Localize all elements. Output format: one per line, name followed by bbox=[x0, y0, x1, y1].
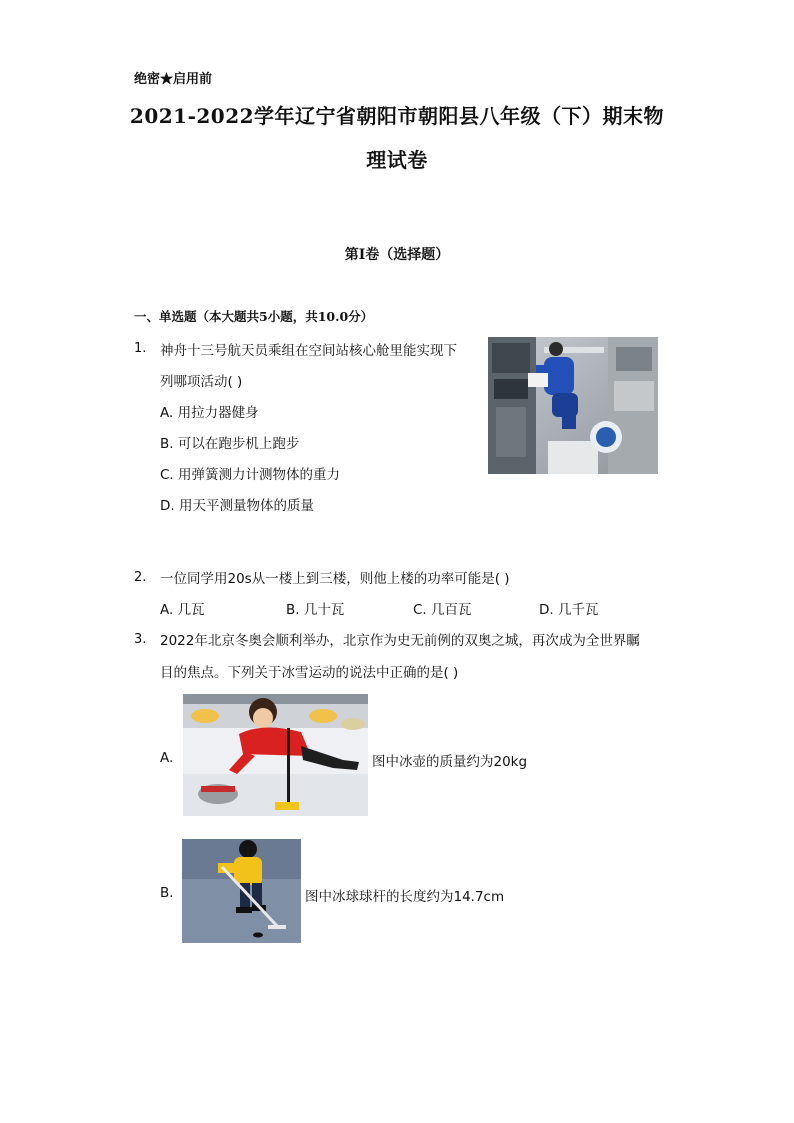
question-3-option-b-label: B. bbox=[160, 885, 174, 901]
question-3-option-b-text: 图中冰球球杆的长度约为14.7cm bbox=[305, 889, 505, 905]
section-heading: 一、单选题（本大题共5小题，共10.0分） bbox=[134, 309, 374, 324]
question-2-option-c: C. 几百瓦 bbox=[413, 602, 472, 618]
question-3-option-a-label: A. bbox=[160, 750, 174, 766]
question-1-option-c: C. 用弹簧测力计测物体的重力 bbox=[160, 467, 341, 483]
question-1-stem-line2: 列哪项活动( ) bbox=[160, 374, 243, 390]
question-1-option-b: B. 可以在跑步机上跑步 bbox=[160, 436, 300, 452]
question-2-stem: 一位同学用20s从一楼上到三楼，则他上楼的功率可能是( ) bbox=[160, 571, 510, 587]
exam-title-line1: 2021-2022学年辽宁省朝阳市朝阳县八年级（下）期末物 bbox=[129, 104, 665, 128]
question-3-stem-line2: 目的焦点。下列关于冰雪运动的说法中正确的是( ) bbox=[160, 665, 459, 681]
question-3-number: 3. bbox=[134, 632, 147, 647]
space-station-photo bbox=[488, 337, 658, 474]
question-1-option-a: A. 用拉力器健身 bbox=[160, 405, 259, 421]
question-2-option-b: B. 几十瓦 bbox=[286, 602, 345, 618]
question-2-option-d: D. 几千瓦 bbox=[539, 602, 599, 618]
question-2-option-a: A. 几瓦 bbox=[160, 602, 205, 618]
question-1-option-d: D. 用天平测量物体的质量 bbox=[160, 498, 314, 514]
curling-photo bbox=[183, 694, 368, 816]
part-heading: 第I卷（选择题） bbox=[344, 247, 450, 263]
question-1-number: 1. bbox=[134, 341, 147, 356]
exam-title-line2: 理试卷 bbox=[366, 148, 428, 172]
question-3-option-a-text: 图中冰壶的质量约为20kg bbox=[372, 754, 528, 770]
ice-hockey-photo bbox=[182, 839, 301, 943]
question-3-stem-line1: 2022年北京冬奥会顺利举办，北京作为史无前例的双奥之城，再次成为全世界瞩 bbox=[160, 633, 640, 649]
question-2-number: 2. bbox=[134, 570, 147, 585]
confidential-label: 绝密★启用前 bbox=[134, 72, 213, 87]
question-1-stem-line1: 神舟十三号航天员乘组在空间站核心舱里能实现下 bbox=[160, 343, 457, 359]
